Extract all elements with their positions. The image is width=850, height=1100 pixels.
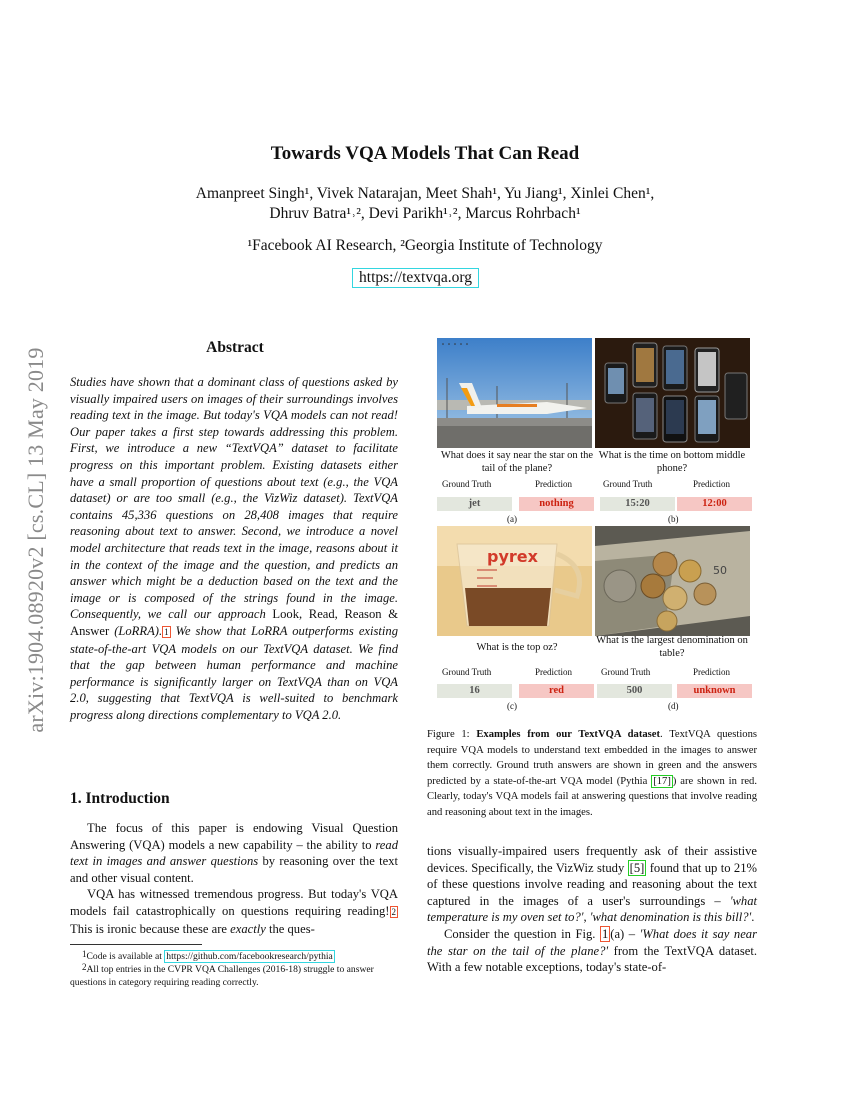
footnote-ref-1[interactable]: 1: [164, 626, 169, 637]
figure-1-caption: Figure 1: Examples from our TextVQA dataset. TextVQA questions require VQA models to understand text embedded in the images to answer them correctly. Ground truth answers are shown in green and the answers predicted by a state-of-the-art VQA model (Pythia [17] ) are shown in red. Clearly, today's VQA models fail at answering questions that involve reading and reasoning about text in the images.: [427, 729, 757, 818]
abstract-body: [70, 374, 398, 723]
prediction-answer-d: unknown: [677, 684, 752, 698]
svg-text:50: 50: [713, 564, 727, 577]
figure-1: [435, 338, 755, 713]
abstract-heading: Abstract: [206, 339, 264, 356]
footnotes: [70, 950, 400, 989]
pyrex-logo-text: pyrex: [487, 547, 538, 566]
caption-bold: Examples from our TextVQA dataset: [476, 729, 661, 740]
author-line-2: Dhruv Batra¹˒², Devi Parikh¹˒², Marcus Rohrbach¹: [269, 205, 581, 222]
intro-paragraph-1: The focus of this paper is endowing Visual Question Answering (VQA) models a new capability – the ability to read text in images and answer questions by reasoning over the text and other visual content.: [70, 821, 398, 885]
footnote-ref-2[interactable]: 2: [391, 906, 396, 917]
ground-truth-answer-a: jet: [437, 497, 512, 511]
figure-ref-1[interactable]: 1: [601, 926, 609, 941]
panel-label-d: (d): [668, 701, 679, 711]
panel-label-c: (c): [507, 701, 517, 711]
footnote-2: $^2$All top entries in the CVPR VQA Challenges (2016-18) struggle to answer questions in category requiring reading correctly.: [70, 962, 374, 988]
gt-label-a: Ground Truth: [442, 479, 492, 489]
question-c: What is the top oz?: [476, 642, 558, 653]
question-d: What is the largest denomination on table?: [596, 635, 748, 659]
project-url-link[interactable]: https://textvqa.org: [352, 268, 479, 288]
question-b: What is the time on bottom middle phone?: [598, 450, 746, 474]
abstract-text: Studies have shown that a dominant class of questions asked by visually impaired users on images of their surroundings involves reading text in the image. But today's VQA models can not read! Our paper takes a first step towards addressing this problem. First, we introduce a new “TextVQA” dataset to facilitate progress on this important problem. Existing datasets either have a small proportion of questions about text (e.g., the VQA dataset) or are too small (e.g., the VizWiz dataset). TextVQA contains 45,336 questions on 28,408 images that require reasoning about text to answer. Second, we introduce a novel model architecture that reads text in the image, reasons about it in the context of the image and the question, and predicts an answer which might be a deduction based on the text and the image or is composed of the strings found in the image. Consequently, we call our approach: [70, 375, 398, 622]
measuring-cup-image: [437, 526, 592, 636]
citation-5[interactable]: [5]: [629, 860, 645, 875]
footnote-1: $^1$Code is available at https://github.com/facebookresearch/pythia: [82, 949, 333, 962]
right-paragraph-1: tions visually-impaired users frequently ask of their assistive devices. Specifically, the VizWiz study [5] found that up to 21% of these questions involve reading and reasoning about the text captured in the images of a user's surroundings – 'what temperature is my oven set to?', 'what denomination is this bill?'.: [427, 844, 757, 925]
airplane-image: [437, 338, 592, 448]
arxiv-sidebar-id: [14, 290, 58, 790]
phones-image: [595, 338, 750, 448]
gt-label-b: Ground Truth: [603, 479, 653, 489]
ground-truth-answer-d: 500: [597, 684, 672, 698]
intro-body: [70, 820, 398, 937]
pred-label-b: Prediction: [693, 479, 730, 489]
intro-heading: 1. Introduction: [70, 790, 170, 807]
panel-label-a: (a): [507, 514, 517, 524]
prediction-answer-b: 12:00: [677, 497, 752, 511]
ground-truth-answer-b: 15:20: [600, 497, 675, 511]
right-column-body: [427, 843, 757, 976]
arxiv-id-text: arXiv:1904.08920v2 [cs.CL] 13 May 2019: [23, 347, 48, 733]
pred-label-d: Prediction: [693, 667, 730, 677]
intro-paragraph-2: VQA has witnessed tremendous progress. But today's VQA models fail catastrophically on questions requiring reading! 2 This is ironic because these are exactly the ques-: [70, 887, 398, 936]
question-a: What does it say near the star on the tail of the plane?: [440, 450, 594, 474]
affiliations: ¹Facebook AI Research, ²Georgia Institute of Technology: [247, 237, 603, 254]
prediction-answer-c: red: [519, 684, 594, 698]
author-line-1: Amanpreet Singh¹, Vivek Natarajan, Meet Shah¹, Yu Jiang¹, Xinlei Chen¹,: [195, 185, 655, 202]
paper-title: Towards VQA Models That Can Read: [270, 143, 580, 164]
abstract-approach-name: Look, Read, Reason & Answer: [70, 607, 398, 638]
author-list: [0, 184, 850, 224]
panel-label-b: (b): [668, 514, 679, 524]
abstract-tail: We show that LoRRA outperforms existing state-of-the-art VQA models on our TextVQA dataset. We find that the gap between human performance and machine performance is significantly larger on TextVQA than on VQA 2.0, suggesting that TextVQA is well-suited to benchmark progress along directions complementary to VQA 2.0.: [70, 623, 398, 722]
abstract-lorra: (LoRRA).: [114, 623, 163, 638]
pred-label-a: Prediction: [535, 479, 572, 489]
coins-banknotes-image: [595, 526, 750, 636]
footnote-divider: [70, 944, 202, 945]
code-link[interactable]: https://github.com/facebookresearch/pythia: [166, 951, 333, 962]
prediction-answer-a: nothing: [519, 497, 594, 511]
gt-label-d: Ground Truth: [601, 667, 651, 677]
citation-17[interactable]: [17]: [653, 775, 671, 787]
pred-label-c: Prediction: [535, 667, 572, 677]
right-paragraph-2: Consider the question in Fig. 1 (a) – 'What does it say near the star on the tail of the plane?' from the TextVQA dataset. With a few notable exceptions, today's state-of-: [427, 926, 758, 975]
gt-label-c: Ground Truth: [442, 667, 492, 677]
ground-truth-answer-c: 16: [437, 684, 512, 698]
